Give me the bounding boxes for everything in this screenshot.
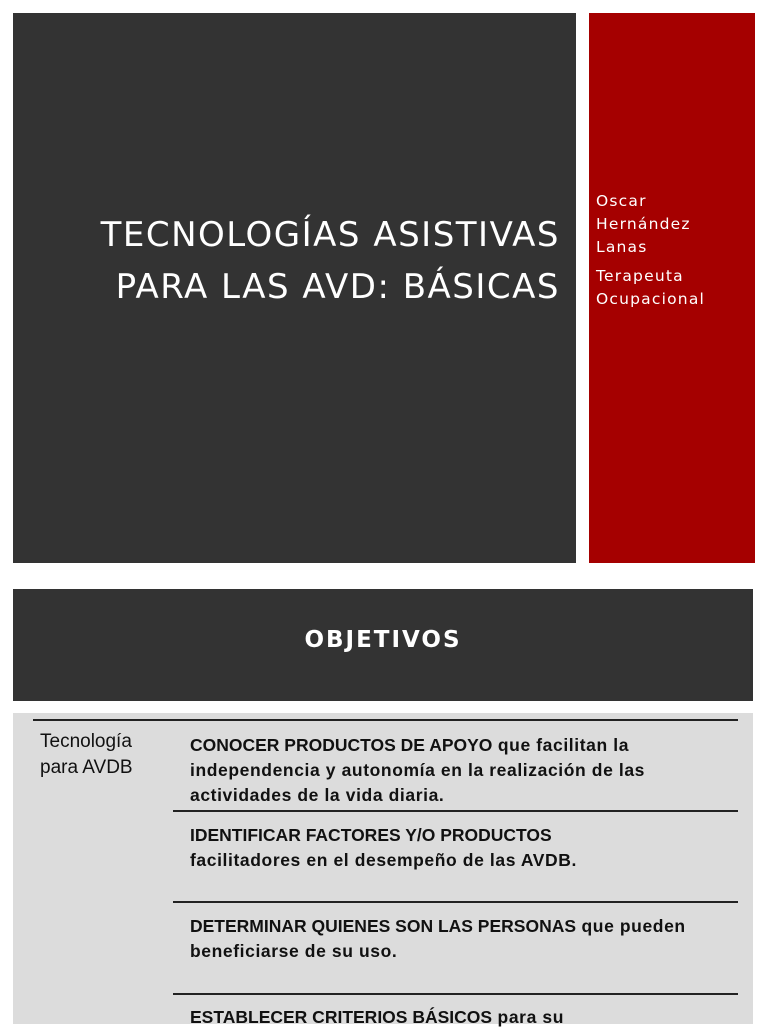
title-slide-panel bbox=[13, 13, 576, 563]
objective-keyword: IDENTIFICAR FACTORES Y/O PRODUCTOS bbox=[190, 825, 552, 845]
objective-item-2 bbox=[190, 823, 735, 873]
author-role-line-2: Ocupacional bbox=[596, 290, 706, 308]
category-label-line-2: para AVDB bbox=[40, 757, 133, 778]
divider-1 bbox=[173, 810, 738, 812]
objective-item-1 bbox=[190, 733, 735, 808]
objectives-heading: OBJETIVOS bbox=[304, 627, 462, 653]
author-role-line-1: Terapeuta bbox=[596, 267, 684, 285]
objective-keyword: CONOCER PRODUCTOS DE APOYO bbox=[190, 735, 493, 755]
category-label-line-1: Tecnología bbox=[40, 731, 132, 752]
objective-text: que pueden beneficiarse de su uso. bbox=[190, 916, 686, 961]
slide-title-line-2: PARA LAS AVD: BÁSICAS bbox=[115, 267, 560, 307]
category-label bbox=[40, 729, 133, 781]
objectives-banner bbox=[13, 589, 753, 701]
objective-text: facilitadores en el desempeño de las AVDB. bbox=[190, 850, 577, 870]
author-name-line-1: Oscar bbox=[596, 192, 647, 210]
divider-top bbox=[33, 719, 738, 721]
slide-title bbox=[20, 209, 560, 313]
author-panel bbox=[589, 13, 755, 563]
divider-3 bbox=[173, 993, 738, 995]
objective-keyword: DETERMINAR QUIENES SON LAS PERSONAS bbox=[190, 916, 577, 936]
objective-text: para su bbox=[492, 1007, 564, 1027]
objectives-content bbox=[13, 713, 753, 1027]
author-info bbox=[596, 190, 705, 311]
objective-item-3 bbox=[190, 914, 735, 964]
objective-item-4 bbox=[190, 1005, 735, 1030]
objective-keyword: ESTABLECER CRITERIOS BÁSICOS bbox=[190, 1007, 493, 1027]
divider-2 bbox=[173, 901, 738, 903]
slide-title-line-1: TECNOLOGÍAS ASISTIVAS bbox=[100, 215, 560, 255]
author-name-line-2: Hernández bbox=[596, 215, 691, 233]
author-name-line-3: Lanas bbox=[596, 238, 648, 256]
objective-text: que facilitan la independencia y autonomía en la realización de las actividades de la vida diaria. bbox=[190, 735, 645, 805]
